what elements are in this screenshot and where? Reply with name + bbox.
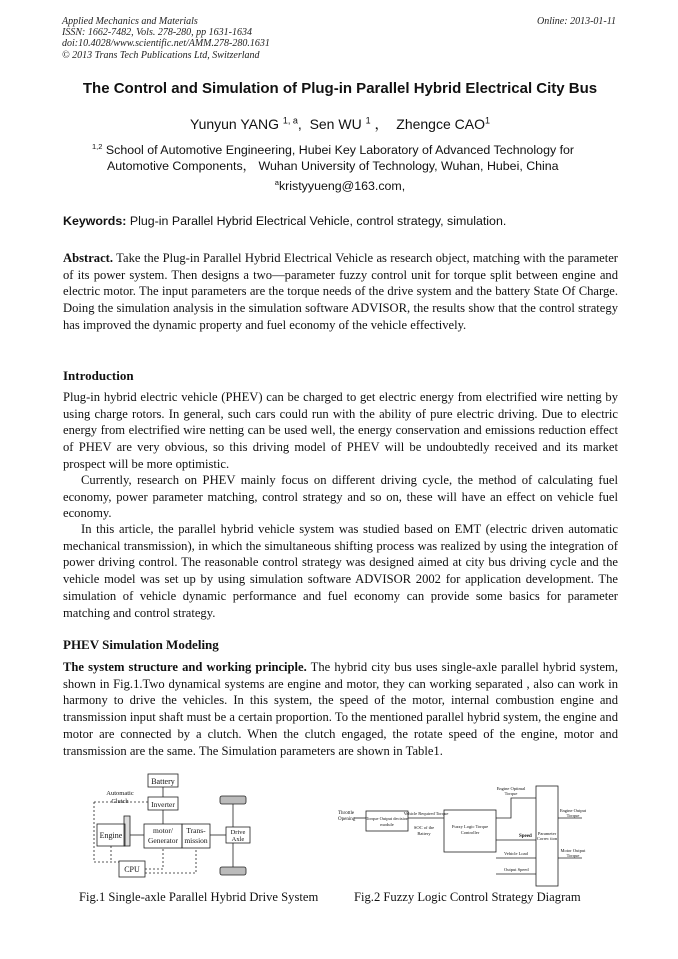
journal-name: Applied Mechanics and Materials	[62, 16, 198, 27]
wheel-front	[220, 796, 246, 804]
svg-text:Controller: Controller	[460, 830, 480, 835]
svg-text:Engine Optimal: Engine Optimal	[496, 786, 526, 791]
svg-text:Vehicle Load: Vehicle Load	[504, 851, 528, 856]
clutch-label-1: Automatic	[106, 790, 134, 797]
section-introduction: Introduction	[63, 368, 134, 383]
abstract-text: Take the Plug-in Parallel Hybrid Electrical Vehicle as research object, matching with the parameter of its power system. Then designs a two—parameter fuzzy control unit for torque split between engine and electric motor. The input parameters are the torque needs of the drive system and the battery State Of Charge. Doing the simulation analysis in the simulation software ADVISOR, the results show that the control strategy has improved the dynamic property and fuel economy of the vehicle effectively.	[63, 251, 618, 332]
paper-title: The Control and Simulation of Plug-in Parallel Hybrid Electrical City Bus	[82, 80, 598, 97]
author-3: Zhengce CAO	[396, 116, 485, 132]
svg-text:Engine Output: Engine Output	[559, 808, 586, 813]
svg-text:Speed: Speed	[519, 834, 532, 839]
svg-text:Opening: Opening	[338, 817, 356, 822]
fig2-fuzzy-control-diagram	[336, 778, 586, 890]
wheel-rear	[220, 867, 246, 875]
keywords-text: Plug-in Parallel Hybrid Electrical Vehicle, control strategy, simulation.	[129, 214, 507, 228]
svg-text:Drive: Drive	[230, 829, 246, 836]
svg-text:Battery: Battery	[417, 831, 431, 836]
keywords	[63, 214, 618, 228]
svg-text:Throttle: Throttle	[338, 811, 355, 816]
author-email: $^a$kristyyueng@163.com,	[274, 178, 406, 194]
svg-text:SOC of the: SOC of the	[413, 825, 435, 830]
modeling-sub-label: The system structure and working principle.	[63, 660, 307, 674]
copyright: © 2013 Trans Tech Publications Ltd, Switzerland	[62, 49, 260, 61]
svg-text:module: module	[380, 822, 394, 827]
svg-text:Generator: Generator	[148, 836, 178, 845]
svg-text:Output Speed: Output Speed	[504, 867, 529, 872]
svg-text:Motor Output: Motor Output	[560, 848, 586, 853]
intro-paragraph-1: Plug-in hybrid electric vehicle (PHEV) can be charged to get electric energy from electrified wire netting by using charge rotors. In general, such cars could run with the ability of pure electric driving. Due to electric energy from electrified wire netting can be used well, the energy conservation and emissions reduction effect of PHEV are very obvious, so this driving model of PHEV will be undoubtedly received and its market prospect will be more optimistic.	[63, 390, 618, 471]
svg-text:Torque: Torque	[566, 853, 580, 858]
online-date: Online: 2013-01-11	[537, 16, 616, 27]
author-2: Sen WU	[309, 116, 362, 132]
keywords-label: Keywords:	[63, 214, 127, 228]
affiliation: $^{1,2}$ School of Automotive Engineering, Hubei Key Laboratory of Advanced Technology for Automotive Components， Wuhan University of Technology, Wuhan, Hubei, China	[92, 142, 575, 174]
svg-text:Trans-: Trans-	[186, 826, 206, 835]
issn: ISSN: 1662-7482, Vols. 278-280, pp 1631-1634	[62, 27, 252, 39]
intro-paragraph-2: Currently, research on PHEV mainly focus on different driving cycle, the method of calculating fuel economy, power parameter matching, control strategy and so on, these will have an effect on vehicle fuel economy.	[63, 473, 618, 521]
svg-text:Vehicle Required Torque: Vehicle Required Torque	[403, 811, 449, 816]
intro-paragraph-3: In this article, the parallel hybrid vehicle system was studied based on EMT (electric driven automatic mechanical transmission), in which the simultaneous shifting process was realized by using the integration of power driving control. The reasonable control strategy was designed aimed at city bus driving cycle and the vehicle model was set up by using simulation software ADVISOR 2002 for application development. The simulation of vehicle dynamic performance and fuel economy can provide some basics for parameter matching and control strategy.	[63, 522, 618, 620]
torque-decision-box	[366, 811, 408, 831]
modeling-paragraph: The system structure and working principle. The hybrid city bus uses single-axle parallel hybrid system, shown in Fig.1.Two dynamical systems are engine and motor, they can working separated , also can work in harmony to drive the vehicles. In this system, the speed of the motor, internal combustion engine and transmission input shaft must be a certain proportion. To the mentioned parallel hybrid system, the engine and motor are connected by a clutch. When the clutch engaged, the rotate speed of the engine, motor and transmission are the same. The Simulation parameters are shown in Table1.	[63, 660, 618, 758]
authors: Yunyun YANG $^{1, a}$, Sen WU $^1$ ， Zhengce CAO$^1$	[190, 115, 490, 132]
cpu-label: CPU	[124, 865, 140, 874]
svg-text:Torque: Torque	[504, 791, 518, 796]
svg-text:Correc tion: Correc tion	[536, 836, 558, 841]
fig1-drive-system-diagram	[86, 772, 286, 886]
battery-label: Battery	[151, 777, 175, 786]
fig2-caption: Fig.2 Fuzzy Logic Control Strategy Diagram	[354, 890, 581, 904]
doi: doi:10.4028/www.scientific.net/AMM.278-280.1631	[62, 38, 270, 50]
svg-text:Axle: Axle	[231, 836, 245, 843]
author-1: Yunyun YANG	[190, 116, 279, 132]
svg-text:mission: mission	[184, 836, 208, 845]
inverter-label: Inverter	[151, 800, 175, 809]
clutch-label-2: Clutch	[111, 798, 129, 805]
engine-label: Engine	[99, 831, 123, 840]
svg-text:Torque Output decision: Torque Output decision	[365, 816, 409, 821]
svg-text:Fuzzy Logic Torque: Fuzzy Logic Torque	[451, 824, 489, 829]
svg-text:Parameter: Parameter	[537, 831, 557, 836]
svg-text:motor/: motor/	[153, 826, 173, 835]
abstract	[63, 250, 618, 334]
journal-header	[62, 16, 616, 61]
fig1-caption: Fig.1 Single-axle Parallel Hybrid Drive System	[79, 890, 319, 904]
section-phev-modeling: PHEV Simulation Modeling	[63, 637, 219, 652]
svg-text:Torque: Torque	[566, 813, 580, 818]
abstract-label: Abstract.	[63, 251, 114, 265]
